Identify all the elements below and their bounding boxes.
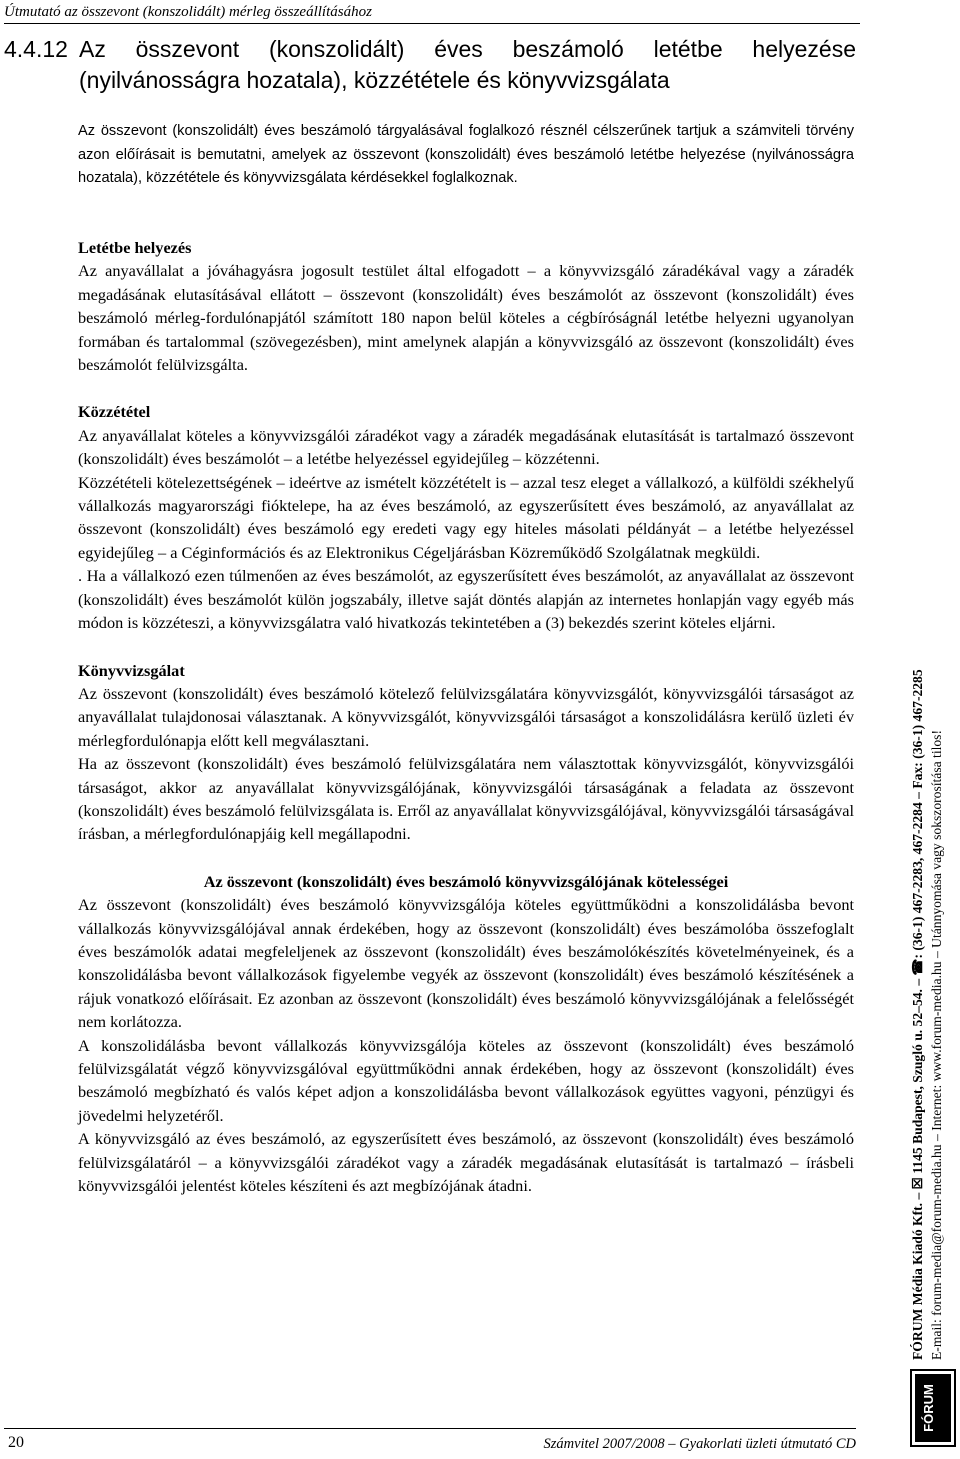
running-title: Útmutató az összevont (konszolidált) mérleg összeállításához <box>4 4 372 20</box>
publisher-contact: FÓRUM Média Kiadó Kft. – ☒ 1145 Budapest, Szugló u. 52–54. – ☎: (36-1) 467-2283, 467-2284 – Fax: (36-1) 467-2285 <box>910 669 925 1360</box>
auditor-duties-paragraph-3: A könyvvizsgáló az éves beszámoló, az egyszerűsített éves beszámoló, az összevont (konszolidált) éves beszámoló felülvizsgálatáról – a könyvvizsgálói záradékot vagy a záradék megadásának elutasítását is tartalmazó – írásbeli könyvvizsgálói jelentést köteles készíteni és azt megbízójának átadni. <box>78 1129 854 1196</box>
publisher-web-line <box>927 20 946 1360</box>
deposit-title: Letétbe helyezés <box>78 238 192 257</box>
body-content <box>78 236 854 1197</box>
page-number: 20 <box>8 1434 24 1451</box>
publisher-web: E-mail: forum-media@forum-media.hu – Internet: www.forum-media.hu – Utánnyomása vagy sokszorosítása tilos! <box>929 730 944 1360</box>
spacer <box>78 846 854 870</box>
forum-logo-icon <box>909 1368 957 1448</box>
auditor-duties-paragraph-2: A konszolidálásba bevont vállalkozás könyvvizsgálója köteles az összevont (konszolidált) éves beszámoló felülvizsgálatát végző könyvvizsgálóval együttműködni annak érdekében, hogy az összevont (konszolidált) éves beszámoló megbízható és valós képet adjon a konszolidálásba bevont vállalkozások együttes vagyoni, pénzügyi és jövedelmi helyzetéről. <box>78 1035 854 1125</box>
spacer <box>78 376 854 400</box>
publication-paragraph-1: Az anyavállalat köteles a könyvvizsgálói záradékot vagy a záradék megadásának elutasítását is tartalmazó összevont (konszolidált) éves beszámolót – a letétbe helyezéssel egyidejűleg – közzétenni. <box>78 425 854 469</box>
forum-logo <box>909 1368 957 1448</box>
publication-paragraph-3: . Ha a vállalkozó ezen túlmenően az éves beszámolót, az egyszerűsített éves beszámolót, az anyavállalat az összevont (konszolidált) éves beszámolót külön jogszabály, illetve saját döntés alapján az internetes honlapján vagy egyéb más módon is közzéteszi, a könyvvizsgálatra való hivatkozás tekintetében a (3) bekezdés szerint köteles eljárni. <box>78 566 854 633</box>
publication-title: Számvitel 2007/2008 – Gyakorlati üzleti útmutató CD <box>543 1436 856 1452</box>
audit-title: Könyvvizsgálat <box>78 660 185 680</box>
intro-paragraph: Az összevont (konszolidált) éves beszámoló tárgyalásával foglalkozó résznél célszerűnek tartjuk a számviteli törvény azon előírásait is bemutatni, amelyek az összevont (konszolidált) éves beszámoló letétbe helyezése (nyilvánosságra hozatala), közzététele és könyvvizsgálata kérdésekkel foglalkoznak. <box>78 123 854 186</box>
publisher-contact-line <box>908 20 927 1360</box>
section-title: Az összevont (konszolidált) éves beszámoló letétbe helyezése (nyilvánosságra hozatala), közzététele és könyvvizsgálata <box>79 36 856 93</box>
audit-paragraph-1: Az összevont (konszolidált) éves beszámoló kötelező felülvizsgálatára könyvvizsgálót, könyvvizsgálói társaságot az anyavállalat tulajdonosai választanak. A könyvvizsgálót, könyvvizsgálói társaságot a konszolidálásra kerülő üzleti év mérlegfordulónapja előtt kell megválasztani. <box>78 683 854 750</box>
publisher-sidebar <box>908 20 960 1360</box>
footer-rule <box>4 1428 856 1429</box>
spacer <box>78 635 854 659</box>
deposit-paragraph-1: Az anyavállalat a jóváhagyásra jogosult testület által elfogadott – a könyvvizsgáló záradékával vagy a záradék megadásának elutasításával ellátott – összevont (konszolidált) éves beszámolót az összevont (konszolidált) éves beszámoló mérleg-fordulónapjától számított 180 napon belül köteles a cégbíróságnál letétbe helyezni ugyanolyan formában és tartalommal (szövegezésben), mint amelynek alapján a könyvvizsgáló az összevont (konszolidált) éves beszámolót felülvizsgálta. <box>78 261 854 375</box>
auditor-duties-paragraph-1: Az összevont (konszolidált) éves beszámoló könyvvizsgálója köteles együttműködni a konszolidálásba bevont vállalkozás könyvvizsgálójával annak érdekében, hogy az összevont (konszolidált) éves beszámolóba összefoglalt éves beszámolók adatai megfeleljenek az összevont (konszolidált) éves beszámolókészítés követelményeinek, és a konszolidálásba bevont vállalkozások figyelembe vegyék az összevont (konszolidált) éves beszámoló készítésének a rájuk vonatkozó előírásait. Ez azonban az összevont (konszolidált) éves beszámoló könyvvizsgálójának a felelősségét nem korlátozza. <box>78 895 854 1032</box>
section-number: 4.4.12 <box>4 36 68 62</box>
publication-title: Közzététel <box>78 402 151 422</box>
running-header <box>4 2 860 24</box>
logo-text: FÓRUM <box>921 1384 936 1432</box>
auditor-duties-title: Az összevont (konszolidált) éves beszámoló könyvvizsgálójának kötelességei <box>203 871 729 891</box>
section-heading <box>4 34 856 96</box>
publication-paragraph-2: Közzétételi kötelezettségének – ideértve az ismételt közzétételt is – azzal tesz eleget a vállalkozó, a külföldi székhelyű vállalkozás magyarországi fióktelepe, ha az éves beszámoló, az egyszerűsített éves beszámoló, az anyavállalat az összevont (konszolidált) éves beszámoló egy eredeti vagy egy hiteles másolati példányát – a letétbe helyezéssel egyidejűleg – a Céginformációs és az Elektronikus Cégeljárásban Közreműködő Szolgálatnak megküldi. <box>78 472 854 562</box>
audit-paragraph-2: Ha az összevont (konszolidált) éves beszámoló felülvizsgálatára nem választottak könyvvizsgálót, könyvvizsgálói társaságot, akkor az anyavállalat könyvvizsgálójának, könyvvizsgálói társaságának a feladata az összevont (konszolidált) éves beszámoló felülvizsgálata is. Erről az anyavállalat könyvvizsgálójával, könyvvizsgálói társaságával írásban, a mérlegfordulónapjáig kell megállapodni. <box>78 754 854 844</box>
